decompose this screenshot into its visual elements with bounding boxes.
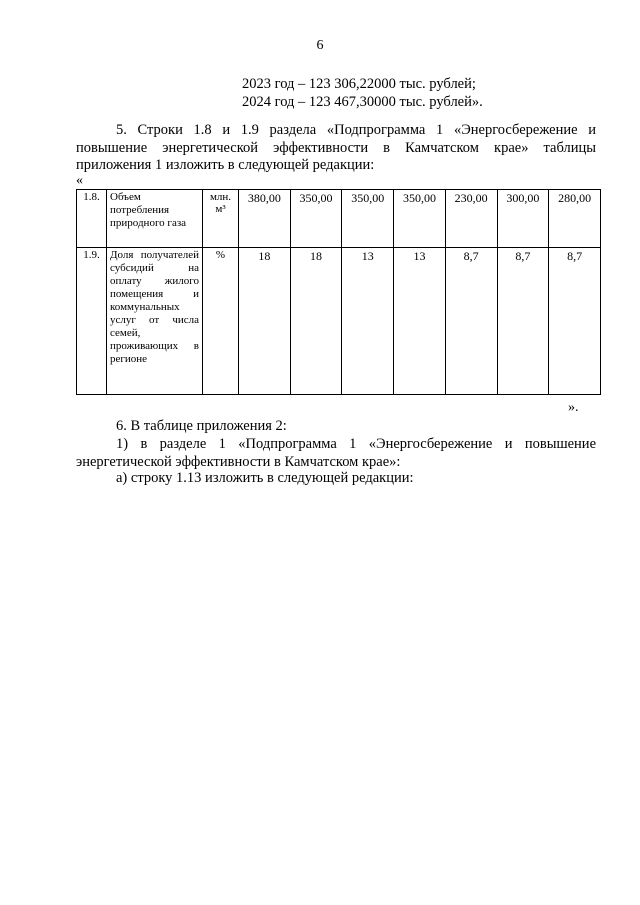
table-row-1-9 — [77, 248, 601, 395]
value-cell: 8,7 — [497, 248, 549, 395]
value-cell: 350,00 — [342, 190, 394, 248]
value-cell: 280,00 — [549, 190, 601, 248]
row-number: 1.8. — [77, 190, 107, 248]
value-cell: 350,00 — [394, 190, 446, 248]
closing-quote: ». — [568, 400, 579, 415]
paragraph-5: 5. Строки 1.8 и 1.9 раздела «Подпрограмма 1 «Энергосбережение и повышение энергетической эффективности в Камчатском крае» таблицы приложения 1 изложить в следующей редакции: — [76, 122, 596, 173]
unit-cell: млн. м³ — [203, 190, 239, 248]
value-cell: 13 — [394, 248, 446, 395]
value-cell: 380,00 — [239, 190, 291, 248]
amendment-table — [76, 189, 601, 395]
table-row-1-8 — [77, 190, 601, 248]
value-cell: 13 — [342, 248, 394, 395]
funding-line-2024: 2024 год – 123 467,30000 тыс. рублей». — [242, 94, 483, 110]
value-cell: 18 — [239, 248, 291, 395]
funding-line-2023: 2023 год – 123 306,22000 тыс. рублей; — [242, 76, 476, 92]
value-cell: 300,00 — [497, 190, 549, 248]
paragraph-6-item-1: 1) в разделе 1 «Подпрограмма 1 «Энергосбережение и повышение энергетической эффективности в Камчатском крае»: — [76, 436, 596, 470]
value-cell: 8,7 — [445, 248, 497, 395]
value-cell: 8,7 — [549, 248, 601, 395]
indicator-name: Доля получателей субсидий на оплату жилого помещения и коммунальных услуг от числа семей, проживающих в регионе — [107, 248, 203, 395]
paragraph-6: 6. В таблице приложения 2: — [116, 418, 287, 434]
value-cell: 18 — [290, 248, 342, 395]
paragraph-6-item-a: а) строку 1.13 изложить в следующей редакции: — [116, 470, 414, 486]
indicator-name: Объем потребления природного газа — [107, 190, 203, 248]
opening-quote: « — [76, 173, 83, 188]
value-cell: 350,00 — [290, 190, 342, 248]
page-number: 6 — [316, 38, 324, 53]
unit-cell: % — [203, 248, 239, 395]
row-number: 1.9. — [77, 248, 107, 395]
value-cell: 230,00 — [445, 190, 497, 248]
